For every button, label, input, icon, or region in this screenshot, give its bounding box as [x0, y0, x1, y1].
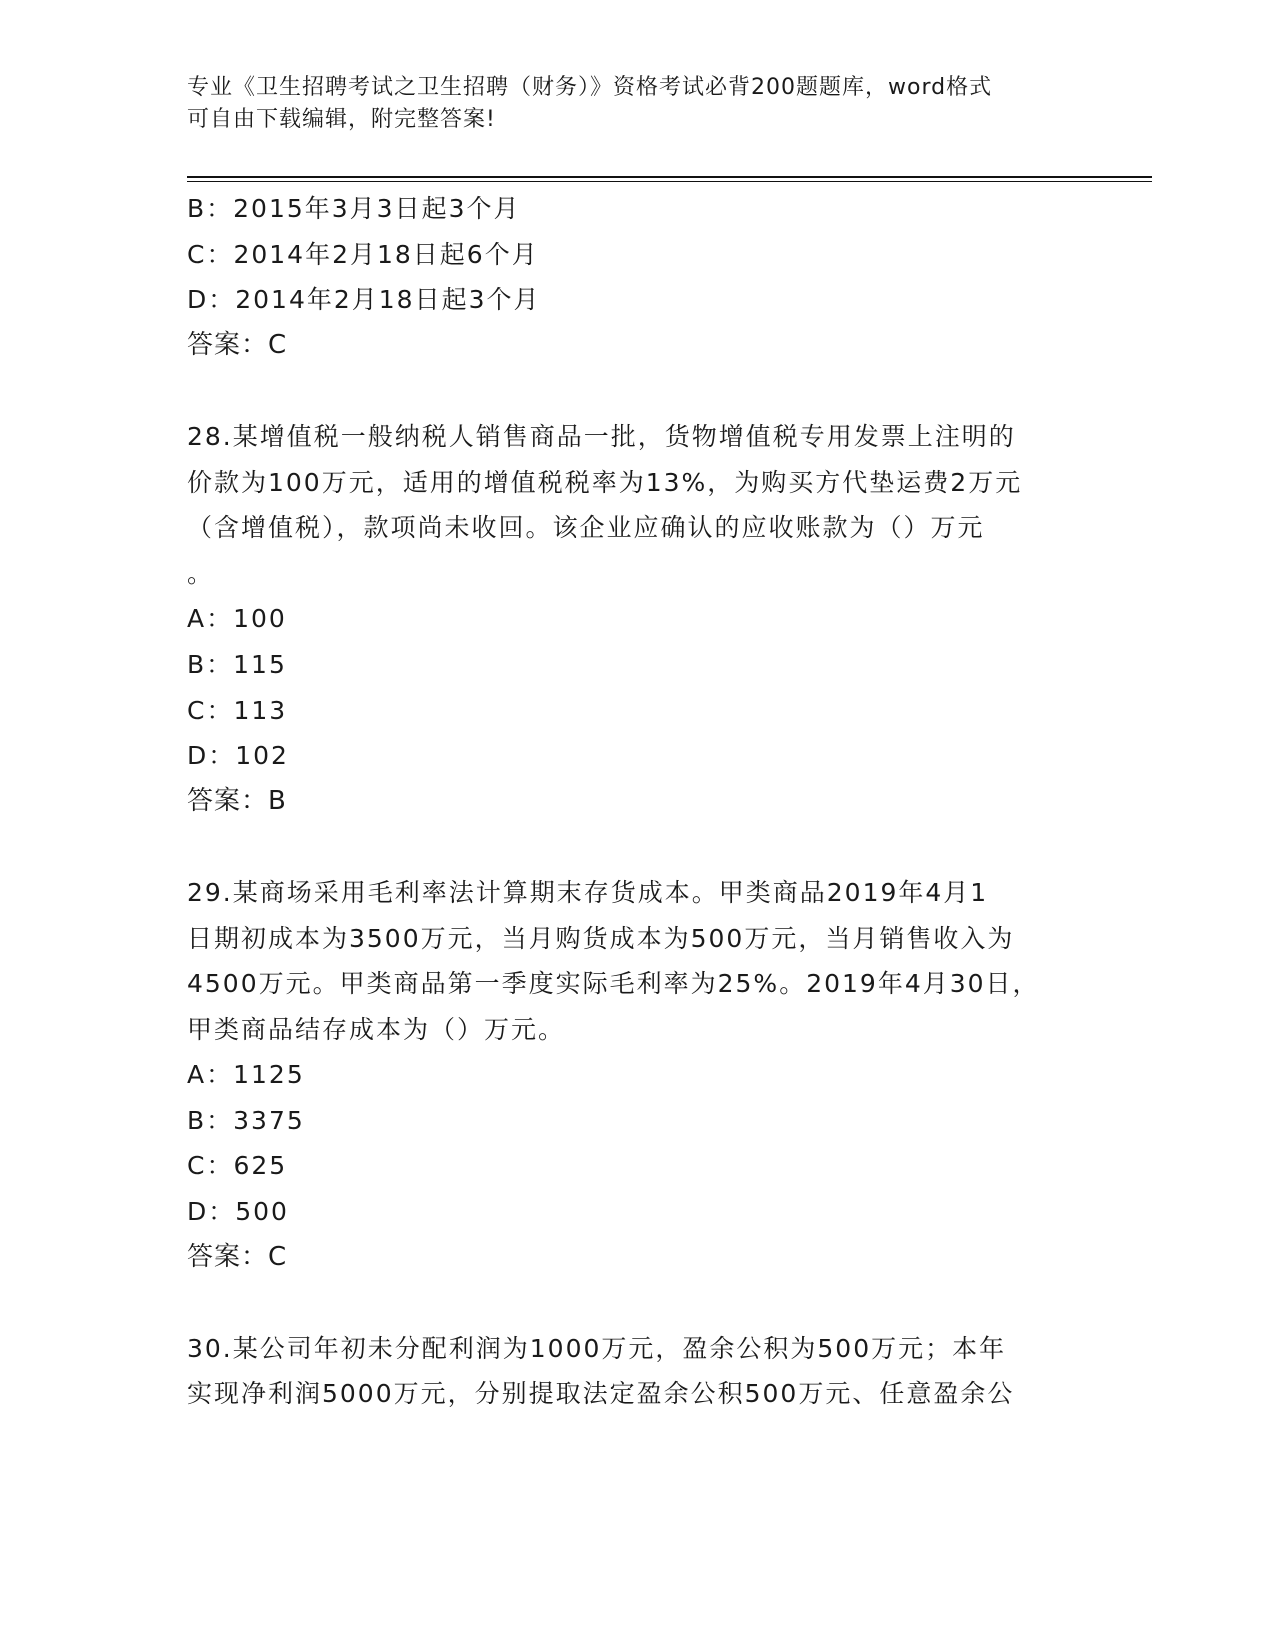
question-text-line: 4500万元。甲类商品第一季度实际毛利率为25%。2019年4月30日，: [187, 969, 1040, 999]
question-27-continued: [187, 186, 1077, 368]
option-a: A：100: [187, 604, 287, 634]
header-line-2: 可自由下载编辑，附完整答案!: [187, 107, 496, 132]
header-divider-thick: [187, 176, 1152, 178]
option-a: A：1125: [187, 1060, 305, 1090]
question-text-line: 价款为100万元，适用的增值税税率为13%，为购买方代垫运费2万元: [187, 467, 1023, 497]
question-text-line: 29.某商场采用毛利率法计算期末存货成本。甲类商品2019年4月1: [187, 877, 989, 907]
option-d: D：2014年2月18日起3个月: [187, 285, 541, 315]
option-c: C：2014年2月18日起6个月: [187, 239, 539, 269]
question-text-line: 日期初成本为3500万元，当月购货成本为500万元，当月销售收入为: [187, 923, 1015, 953]
question-text-line: 28.某增值税一般纳税人销售商品一批，货物增值税专用发票上注明的: [187, 421, 1016, 451]
spacer: [187, 368, 1077, 414]
answer-line: 答案：C: [187, 1241, 288, 1272]
option-d: D：102: [187, 741, 289, 771]
question-29: [187, 870, 1077, 1280]
question-text-line: 实现净利润5000万元，分别提取法定盈余公积500万元、任意盈余公: [187, 1379, 1015, 1409]
document-body: [187, 186, 1077, 1417]
question-text-line: （含增值税），款项尚未收回。该企业应确认的应收账款为（）万元: [187, 513, 985, 543]
option-b: B：115: [187, 649, 287, 679]
question-text-line: 。: [187, 558, 215, 588]
option-c: C：113: [187, 695, 288, 725]
option-b: B：3375: [187, 1105, 305, 1135]
option-c: C：625: [187, 1151, 288, 1181]
header-divider-thin: [187, 181, 1152, 182]
question-text-line: 甲类商品结存成本为（）万元。: [187, 1014, 566, 1044]
option-b: B：2015年3月3日起3个月: [187, 194, 521, 223]
answer-line: 答案：C: [187, 329, 288, 360]
question-30: [187, 1326, 1077, 1417]
header-line-1: 专业《卫生招聘考试之卫生招聘（财务）》资格考试必背200题题库，word格式: [187, 75, 993, 100]
answer-line: 答案：B: [187, 785, 287, 816]
document-header: [187, 72, 1067, 136]
option-d: D：500: [187, 1197, 289, 1227]
question-text-line: 30.某公司年初未分配利润为1000万元，盈余公积为500万元；本年: [187, 1333, 1007, 1363]
spacer: [187, 824, 1077, 870]
spacer: [187, 1280, 1077, 1326]
question-28: [187, 414, 1077, 824]
